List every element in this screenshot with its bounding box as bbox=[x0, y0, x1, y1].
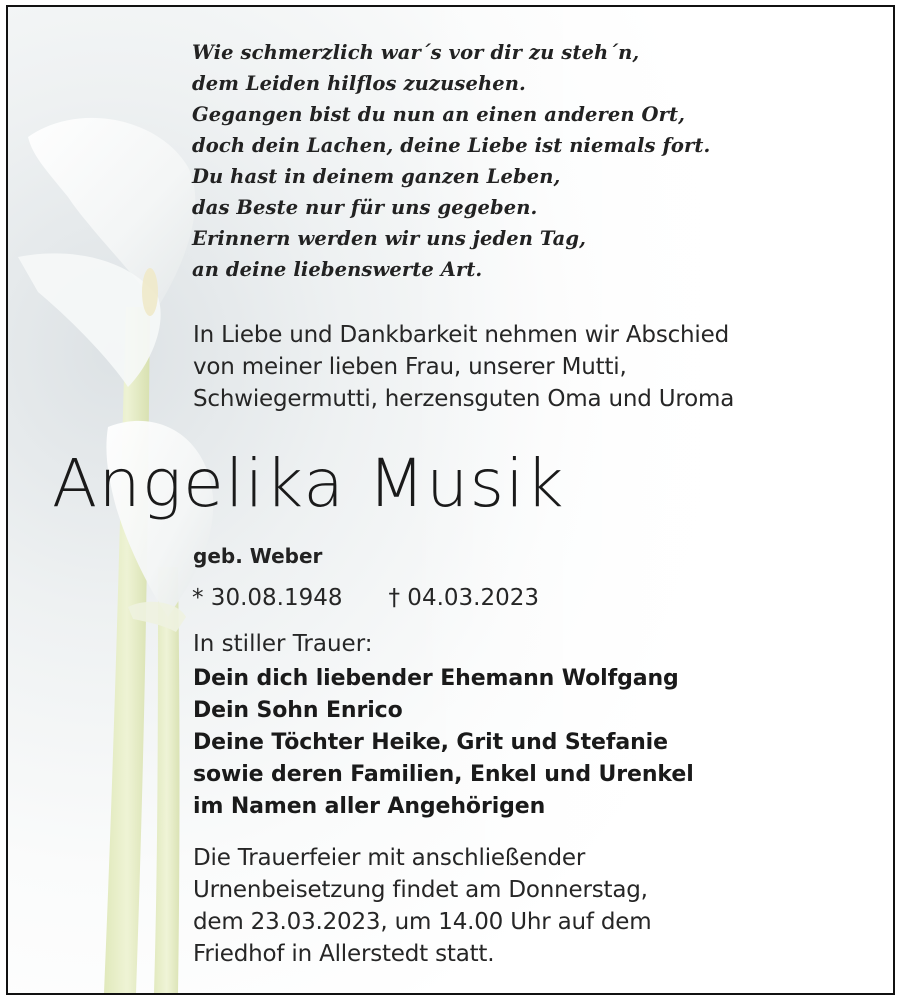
mourner-line: Dein dich liebender Ehemann Wolfgang bbox=[193, 666, 679, 691]
mourners-list bbox=[193, 663, 694, 823]
birth-date: * 30.08.1948 bbox=[192, 585, 343, 611]
poem-line: doch dein Lachen, deine Liebe ist niemals fort. bbox=[192, 134, 711, 157]
mourning-label: In stiller Trauer: bbox=[193, 631, 373, 657]
poem-line: Wie schmerzlich war´s vor dir zu steh´n, bbox=[192, 41, 640, 64]
death-date: † 04.03.2023 bbox=[388, 585, 539, 611]
deceased-name: Angelika Musik bbox=[52, 445, 566, 522]
funeral-details bbox=[193, 842, 651, 970]
poem-line: das Beste nur für uns gegeben. bbox=[192, 196, 538, 219]
memorial-poem bbox=[192, 37, 710, 285]
poem-line: Gegangen bist du nun an einen anderen Ort, bbox=[192, 103, 685, 126]
life-dates bbox=[192, 581, 539, 615]
ceremony-line: Die Trauerfeier mit anschließender bbox=[193, 845, 586, 871]
poem-line: dem Leiden hilflos zuzusehen. bbox=[192, 72, 526, 95]
ceremony-line: Urnenbeisetzung findet am Donnerstag, bbox=[193, 877, 648, 903]
notice-content bbox=[8, 7, 893, 993]
ceremony-line: dem 23.03.2023, um 14.00 Uhr auf dem bbox=[193, 909, 652, 935]
poem-line: Du hast in deinem ganzen Leben, bbox=[192, 165, 561, 188]
mourner-line: Deine Töchter Heike, Grit und Stefanie bbox=[193, 730, 668, 755]
intro-line: von meiner lieben Frau, unserer Mutti, bbox=[193, 354, 627, 380]
mourner-line: sowie deren Familien, Enkel und Urenkel bbox=[193, 762, 694, 787]
ceremony-line: Friedhof in Allerstedt statt. bbox=[193, 941, 495, 967]
maiden-name: geb. Weber bbox=[193, 544, 323, 568]
farewell-intro bbox=[193, 319, 734, 415]
poem-line: an deine liebenswerte Art. bbox=[192, 258, 483, 281]
mourner-line: Dein Sohn Enrico bbox=[193, 698, 403, 723]
intro-line: Schwiegermutti, herzensguten Oma und Uroma bbox=[193, 386, 735, 412]
intro-line: In Liebe und Dankbarkeit nehmen wir Abschied bbox=[193, 322, 729, 348]
obituary-notice bbox=[6, 5, 895, 995]
poem-line: Erinnern werden wir uns jeden Tag, bbox=[192, 227, 586, 250]
mourner-line: im Namen aller Angehörigen bbox=[193, 794, 546, 819]
